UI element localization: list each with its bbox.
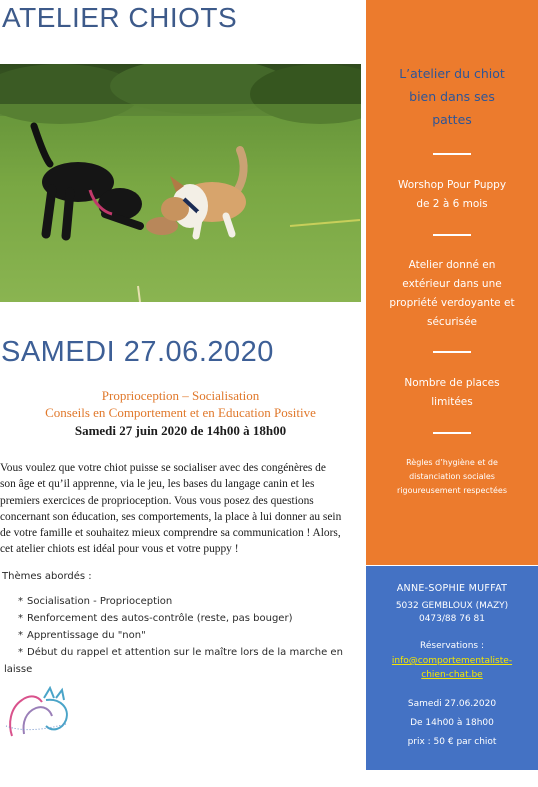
info-line: Worshop Pour Puppy	[397, 179, 507, 191]
bullet-icon: *	[18, 596, 23, 607]
contact-address: 5032 GEMBLOUX (MAZY)	[395, 601, 509, 611]
info-line: distanciation sociales	[409, 472, 495, 481]
bullet-icon: *	[18, 630, 23, 641]
list-item	[0, 627, 355, 644]
divider	[433, 153, 471, 155]
info-sidebar	[366, 0, 538, 565]
info-line: extérieur dans une	[402, 278, 502, 290]
themes-title: Thèmes abordés :	[2, 571, 92, 582]
subheading-line-2: Conseils en Comportement et en Education Positive	[45, 405, 316, 420]
description-text	[0, 460, 362, 558]
description-line: cet atelier chiots est idéal pour vous et votre puppy !	[0, 543, 239, 556]
tagline-line: bien dans ses	[409, 89, 495, 104]
list-item	[0, 593, 355, 610]
contact-name: ANNE-SOPHIE MUFFAT	[396, 583, 508, 594]
divider	[433, 234, 471, 236]
contact-price: prix : 50 € par chiot	[407, 737, 497, 747]
divider	[433, 432, 471, 434]
description-line: premiers exercices de proprioception. Vous vous posez des questions	[0, 494, 314, 507]
info-line: sécurisée	[427, 316, 477, 328]
puppies-photo	[0, 64, 361, 302]
subheading-line-3: Samedi 27 juin 2020 de 14h00 à 18h00	[74, 423, 287, 438]
description-line: son âge et qu’il apprenne, via le jeu, les bases du langage canin et les	[0, 478, 315, 491]
info-line: limitées	[431, 396, 473, 408]
dog-cat-logo-icon	[4, 686, 76, 738]
page-title: ATELIER CHIOTS	[2, 2, 238, 33]
list-item	[0, 644, 355, 678]
tagline-line: L’atelier du chiot	[399, 66, 505, 81]
email-link-continued[interactable]: chien-chat.be	[421, 670, 483, 680]
reservations-label: Réservations :	[420, 641, 484, 651]
list-item	[0, 610, 355, 627]
theme-label-continued: laisse	[4, 664, 33, 675]
contact-phone: 0473/88 76 81	[418, 614, 485, 624]
info-line: Nombre de places	[404, 377, 500, 389]
divider	[433, 351, 471, 353]
contact-date: Samedi 27.06.2020	[407, 699, 497, 709]
info-line: de 2 à 6 mois	[416, 198, 488, 210]
bullet-icon: *	[18, 647, 23, 658]
theme-label: Début du rappel et attention sur le maître lors de la marche en	[27, 647, 343, 658]
info-line: Atelier donné en	[408, 259, 496, 271]
subheading-line-1: Proprioception – Socialisation	[101, 388, 260, 403]
themes-list	[0, 593, 355, 678]
theme-label: Socialisation - Proprioception	[27, 596, 173, 607]
theme-label: Renforcement des autos-contrôle (reste, pas bouger)	[27, 613, 293, 624]
description-line: Vous voulez que votre chiot puisse se socialiser avec des congénères de	[0, 462, 326, 474]
description-line: concernant son éducation, ses comportements, la place à lui donner au sein	[0, 510, 342, 523]
sidebar-age-info	[366, 176, 538, 214]
info-line: propriété verdoyante et	[389, 297, 515, 309]
sidebar-hygiene-info	[366, 456, 538, 498]
sidebar-location-info	[366, 256, 538, 332]
sidebar-tagline	[366, 62, 538, 131]
sidebar-places-info	[366, 374, 538, 412]
contact-time: De 14h00 à 18h00	[410, 718, 494, 728]
email-link[interactable]: info@comportementaliste-	[391, 656, 513, 666]
theme-label: Apprentissage du "non"	[27, 630, 146, 641]
contact-panel	[366, 566, 538, 770]
info-line: Règles d’hygiène et de	[406, 458, 498, 467]
tagline-line: pattes	[432, 112, 472, 127]
event-date-heading: SAMEDI 27.06.2020	[1, 336, 274, 368]
info-line: rigoureusement respectées	[397, 486, 507, 495]
bullet-icon: *	[18, 613, 23, 624]
description-line: de votre famille et souhaitez mieux comprendre sa communication ! Alors,	[0, 527, 341, 540]
